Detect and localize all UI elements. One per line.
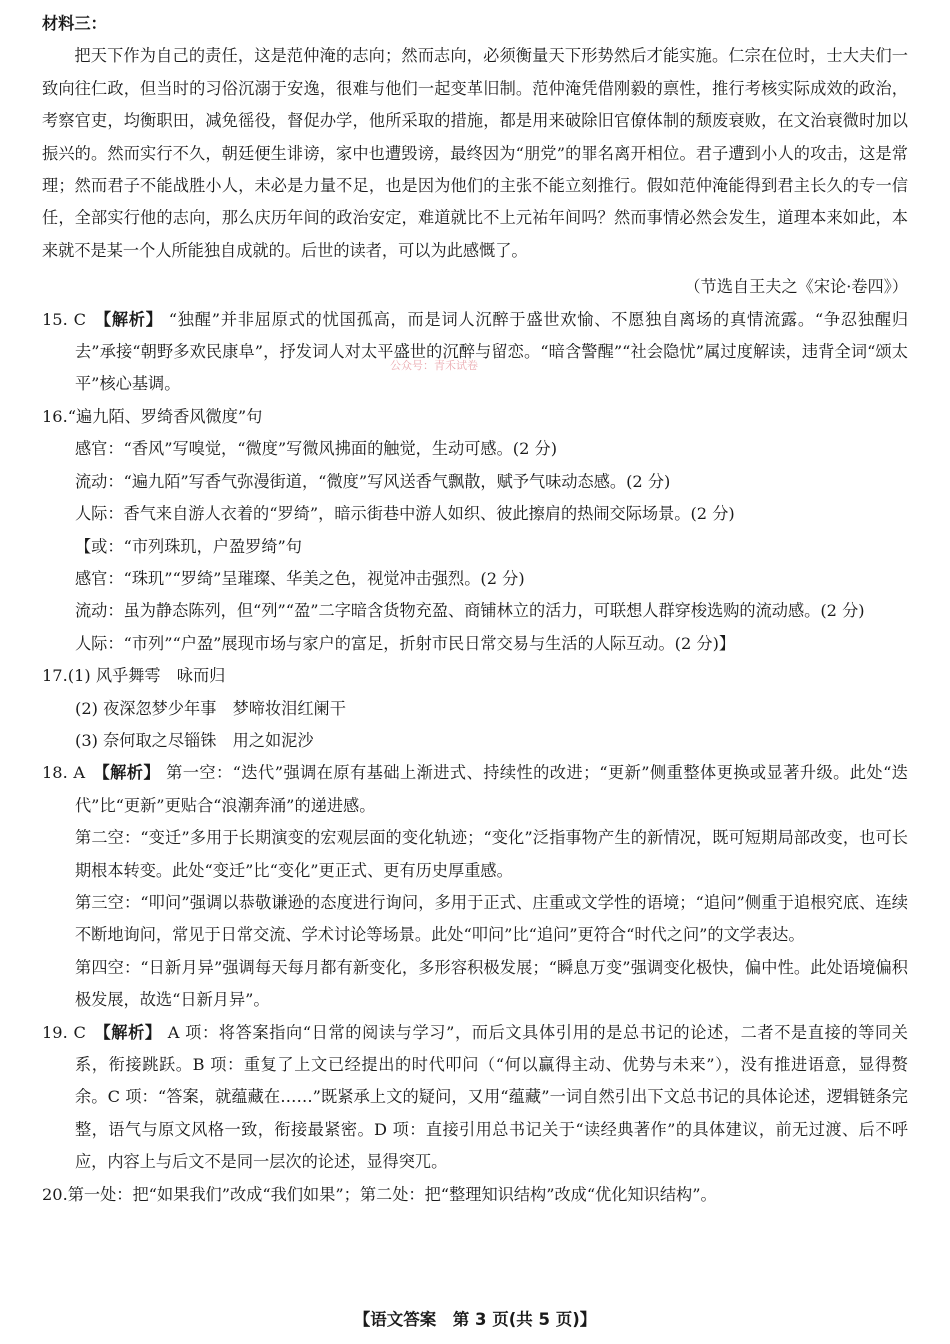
- question-18-para: 第四空：“日新月异”强调每天每月都有新变化，多形容积极发展；“瞬息万变”强调变化极快，偏中性。此处语境偏积极发展，故选“日新月异”。: [75, 957, 908, 1010]
- question-20: [42, 1179, 908, 1211]
- question-19: [42, 1017, 908, 1179]
- question-16-line: 【或：“市列珠玑，户盈罗绮”句: [75, 536, 302, 556]
- question-16-line: 人际：香气来自游人衣着的“罗绮”，暗示街巷中游人如织、彼此擦肩的热闹交际场景。(2 分): [75, 504, 735, 524]
- question-16-title: “遍九陌、罗绮香风微度”句: [67, 406, 263, 426]
- question-20-text: 第一处：把“如果我们”改成“我们如果”；第二处：把“整理知识结构”改成“优化知识结构”。: [67, 1184, 717, 1204]
- question-18-para: 第三空：“叩问”强调以恭敬谦逊的态度进行询问，多用于正式、庄重或文学性的语境；“追问”侧重于追根究底、连续不断地询问，常见于日常交流、学术讨论等场景。此处“叩问”比“追问”更符合“时代之问”的文学表达。: [75, 892, 908, 945]
- question-16-line: 流动：“遍九陌”写香气弥漫街道，“微度”写风送香气飘散，赋予气味动态感。(2 分): [75, 471, 671, 491]
- question-15-tag: 【解析】: [94, 309, 163, 329]
- question-16-line: 感官：“香风”写嗅觉，“微度”写微风拂面的触觉，生动可感。(2 分): [75, 439, 558, 459]
- question-16-line: 流动：虽为静态陈列，但“列”“盈”二字暗含货物充盈、商铺林立的活力，可联想人群穿梭选购的流动感。(2 分): [75, 601, 865, 621]
- question-15-number: 15. C: [42, 309, 87, 329]
- page-footer: 【语文答案 第 3 页(共 5 页)】: [353, 1310, 597, 1329]
- question-18: [42, 757, 908, 1016]
- watermark: 公众号：青禾试卷: [390, 359, 478, 372]
- question-17-item: (1) 风乎舞雩 咏而归: [67, 666, 226, 686]
- question-18-para: 第一空：“迭代”强调在原有基础上渐进式、持续性的改进；“更新”侧重整体更换或显著升级。此处“迭代”比“更新”更贴合“浪潮奔涌”的递进感。: [75, 763, 908, 815]
- question-19-text: A 项：将答案指向“日常的阅读与学习”，而后文具体引用的是总书记的论述，二者不是直接的等同关系，衔接跳跃。B 项：重复了上文已经提出的时代叩问（“何以赢得主动、优势与未来”），没有推进语意，显得赘余。C 项：“答案，就蕴藏在……”既紧承上文的疑问，又用“蕴藏”一词自然引出下文总书记的具体论述，逻辑链条完整，语气与原文风格一致，衔接最紧密。D 项：直接引用总书记关于“读经典著作”的具体建议，前无过渡、后不呼应，内容上与后文不是同一层次的论述，显得突兀。: [75, 1022, 908, 1172]
- question-18-number: 18. A: [42, 763, 86, 783]
- question-17-number: 17.: [42, 666, 68, 686]
- material-heading: 材料三：: [42, 14, 107, 33]
- question-19-number: 19. C: [42, 1022, 86, 1042]
- question-17-item: (3) 奈何取之尽锱铢 用之如泥沙: [75, 730, 314, 750]
- answer-page: [42, 8, 908, 1211]
- question-17-item: (2) 夜深忽梦少年事 梦啼妆泪红阑干: [75, 698, 346, 718]
- question-15: [42, 304, 908, 401]
- question-19-tag: 【解析】: [93, 1022, 162, 1042]
- question-16-line: 感官：“珠玑”“罗绮”呈璀璨、华美之色，视觉冲击强烈。(2 分): [75, 568, 525, 588]
- question-20-number: 20.: [42, 1184, 68, 1204]
- question-18-tag: 【解析】: [93, 763, 161, 783]
- material-paragraph: 把天下作为自己的责任，这是范仲淹的志向；然而志向，必须衡量天下形势然后才能实施。仁宗在位时，士大夫们一致向往仁政，但当时的习俗沉溺于安逸，很难与他们一起变革旧制。范仲淹凭借刚毅的禀性，推行考核实际成效的政治，考察官吏，均衡职田，减免徭役，督促办学，他所采取的措施，都是用来破除旧官僚体制的颓废衰败，在文治衰微时加以振兴的。然而实行不久，朝廷便生诽谤，家中也遭毁谤，最终因为“朋党”的罪名离开相位。君子遭到小人的攻击，这是常理；然而君子不能战胜小人，未必是力量不足，也是因为他们的主张不能立刻推行。假如范仲淹能得到君主长久的专一信任，全部实行他的志向，那么庆历年间的政治安定，难道就比不上元祐年间吗？然而事情必然会发生，道理本来如此，本来就不是某一个人所能独自成就的。后世的读者，可以为此感慨了。: [42, 46, 908, 260]
- question-16-number: 16.: [42, 406, 68, 426]
- question-15-text: “独醒”并非屈原式的忧国孤高，而是词人沉醉于盛世欢愉、不愿独自离场的真情流露。“争忍独醒归去”承接“朝野多欢民康阜”，抒发词人对太平盛世的沉醉与留恋。“暗含警醒”“社会隐忧”属过度解读，违背全词“颂太平”核心基调。: [75, 309, 909, 394]
- question-16-line: 人际：“市列”“户盈”展现市场与家户的富足，折射市民日常交易与生活的人际互动。(2 分)】: [75, 633, 736, 653]
- question-18-para: 第二空：“变迁”多用于长期演变的宏观层面的变化轨迹；“变化”泛指事物产生的新情况，既可短期局部改变，也可长期根本转变。此处“变迁”比“变化”更正式、更有历史厚重感。: [75, 828, 908, 880]
- material-source: （节选自王夫之《宋论·卷四》）: [684, 277, 908, 297]
- question-17: [42, 660, 908, 757]
- question-16: [42, 401, 908, 660]
